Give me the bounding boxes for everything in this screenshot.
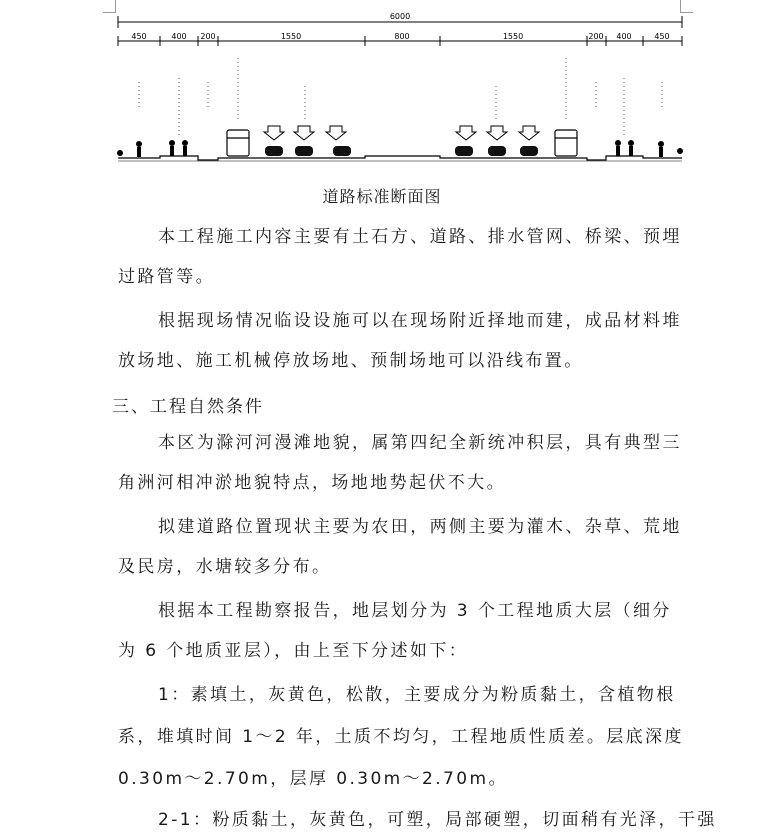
segment-label-strip-left: 200 <box>200 32 216 41</box>
segment-label-median: 800 <box>394 32 410 41</box>
segment-label-sidewalk-left-text: 450 <box>131 32 147 41</box>
car-icon <box>265 146 538 156</box>
annotation-leaders <box>139 58 662 136</box>
segment-label-carriageway-left: 1550 <box>280 32 302 41</box>
figure-caption: 道路标准断面图 <box>322 187 442 206</box>
paragraph-current-status: 拟建道路位置现状主要为农田，两侧主要为灌木、杂草、荒地及民房，水塘较多分布。 <box>118 517 682 577</box>
segment-label-bike-right: 400 <box>616 32 632 41</box>
total-dimension-label: 6000 <box>389 12 411 21</box>
paragraph-layer-1: 1：素填土，灰黄色，松散，主要成分为粉质黏土，含植物根系，堆填时间 1～2 年，土质不均匀，工程地质性质差。层底深度 0.30m～2.70m，层厚 0.30m～2.70m。 <box>118 685 684 789</box>
segment-label-strip-right: 200 <box>588 32 604 41</box>
road-cross-section-figure <box>110 8 690 173</box>
paragraph-site-facilities: 根据现场情况临设设施可以在现场附近择地而建，成品材料堆放场地、施工机械停放场地、预制场地可以沿线布置。 <box>118 311 682 371</box>
pedestrian-icon <box>136 141 664 157</box>
segment-label-sidewalk-right: 450 <box>654 32 670 41</box>
road-surface <box>118 156 682 161</box>
paragraph-layer-2-1: 2-1：粉质黏土，灰黄色，可塑，局部硬塑，切面稍有光泽，干强 <box>158 810 717 830</box>
section-heading-natural-conditions: 三、工程自然条件 <box>112 397 264 417</box>
segment-label-bike-left: 400 <box>171 32 187 41</box>
direction-arrow-icon <box>264 126 539 140</box>
paragraph-strata-overview: 根据本工程勘察报告，地层划分为 3 个工程地质大层（细分为 6 个地质亚层），由上至下分述如下： <box>118 601 672 661</box>
segment-label-carriageway-right: 1550 <box>502 32 524 41</box>
paragraph-scope: 本工程施工内容主要有土石方、道路、排水管网、桥梁、预埋过路管等。 <box>118 227 682 287</box>
paragraph-landform: 本区为滁河河漫滩地貌，属第四纪全新统冲积层，具有典型三角洲河相冲淤地貌特点，场地地势起伏不大。 <box>118 433 682 493</box>
tree-icon <box>117 148 683 156</box>
